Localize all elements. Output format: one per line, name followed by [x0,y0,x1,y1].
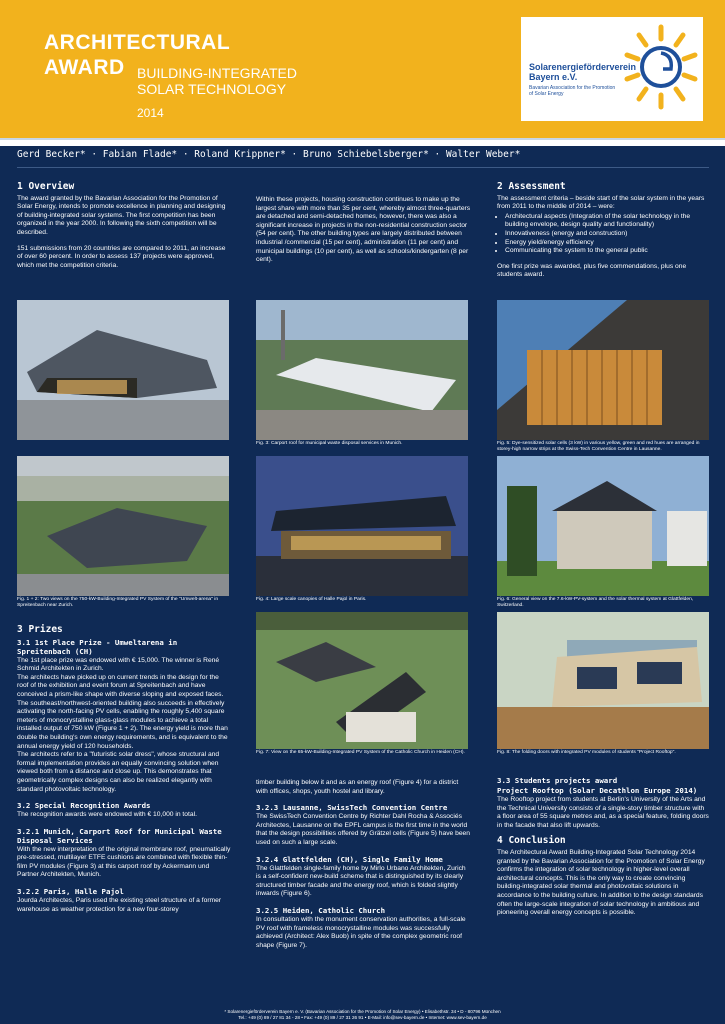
paris-paragraph: Jourda Architectes, Paris used the existing steel structure of a former warehouse as weather protection for a new four-storey [17,897,222,913]
heading-project-rooftop: Project Rooftop (Solar Decathlon Europe 2014) [497,786,698,795]
footer [0,1009,725,1020]
footer-line-1: * Solarenergieförderverein Bayern e. V. (Bavarian Association for the Promotion of Solar Energy) • Elisabethstr. 34 • D - 80796 München [224,1009,501,1014]
first-prize-paragraph-1: The 1st place prize was endowed with € 15,000. The winner is René Schmid Architekten in Zurich. [17,656,220,673]
caption-fig1-2: Fig. 1 + 2: Two views on the 750-kW-Building-Integrated PV System of the "Umwelt-arena" in Spreitenbach near Zurich. [17,597,219,608]
overview-paragraph-1: The award granted by the Bavarian Association for the Promotion of Solar Energy, intends to promote excellence in planning and designing of building-integrated solar systems. The first competition has been organized in the year 2000. In following the sixth competition will be described. [17,194,226,236]
logo-name [529,62,636,82]
logo-sub-line2: of Solar Energy [529,91,564,97]
photo-umweltarena-1 [17,300,229,440]
photo-halle-pajol [256,456,468,596]
special-paragraph: The recognition awards were endowed with € 10,000 in total. [17,811,197,819]
column-3-bottom [497,776,709,925]
photo-umweltarena-2 [17,456,229,596]
photo-project-rooftop [497,612,709,749]
photo-glattfelden [497,456,709,596]
students-paragraph: The Rooftop project from students at Berlin's University of the Arts and the Technical University consists of a single-story timber structure with a floor area of 55 square metres and, as a special feature, folding doors in the facade that also lift upwards. [497,796,709,829]
association-logo [521,17,703,121]
criteria-item: • Communicating the system to the general public [505,247,709,256]
authors-divider [17,167,709,168]
logo-name-line2: Bayern e.V. [529,72,578,82]
criteria-list [497,213,709,256]
heading-first-prize: 3.1 1st Place Prize - Umweltarena in Spreitenbach (CH) [17,637,178,656]
subtitle-line2: SOLAR TECHNOLOGY [137,81,287,97]
header-divider [0,140,725,146]
first-prize-paragraph-3: The architects refer to a "futuristic solar dress", whose structural and formal implementation provides an equally convincing solution when viewed both from a distance and close up. This demonstrates that geometrically complex designs can also be realized elegantly with standard photovoltaic technology. [17,751,220,793]
logo-name-line1: Solarenergieförderverein [529,62,637,72]
conclusion-paragraph: The Architectural Award Building-Integrated Solar Technology 2014 granted by the Bavarian Association for the Promotion of Solar Energy confirms the integration of solar technology in higher-level overall architectural concepts. This is the only way to create convincing building-integrated solar thermal and photovoltaic solutions in accordance to the building culture. In addition to the design standards often the large-scale integration of solar technology in ambitious and pioneering overall energy concepts is possible. [497,848,705,917]
criteria-item: • Architectural aspects (Integration of the solar technology in the building envelope, design quality and functionality) [505,213,709,230]
caption-fig8: Fig. 8: The folding doors with integrated PV modules of students "Project Rooftop". [497,750,676,755]
heading-assessment: 2 Assessment [497,181,566,192]
header-divider-thin [0,138,725,140]
caption-fig7: Fig. 7: View on the 65-kW-Building-Integrated PV System of the Catholic Church in Heiden (CH). [256,750,465,755]
overview-paragraph-3: Within these projects, housing construction continues to make up the largest share with more than 35 per cent, whereby almost three-quarters are detached and semi-detached homes, however, there was also a significant increase in projects in the non-residential construction sector (54 per cent). The other building types are largely distributed between industrial /commercial (15 per cent), administration (11 per cent) and municipal buildings (10 per cent), as well as schools/kindergarten (8 per cent). [256,196,471,264]
heading-overview: 1 Overview [17,181,75,192]
heading-glattfelden: 3.2.4 Glattfelden (CH), Single Family Home [256,854,443,864]
heading-lausanne: 3.2.3 Lausanne, SwissTech Convention Centre [256,803,448,813]
column-3-top [497,183,709,287]
year: 2014 [137,106,164,120]
heading-conclusion: 4 Conclusion [497,835,566,847]
heading-munich: 3.2.1 Munich, Carport Roof for Municipal Waste Disposal Services [17,826,222,845]
header-banner [0,0,725,140]
heading-special-recognition: 3.2 Special Recognition Awards [17,801,151,811]
paris-paragraph-continued: timber building below it and as an energy roof (Figure 4) for a district with offices, shops, youth hostel and library. [256,779,459,795]
caption-fig6: Fig. 6: General view on the 7.6-kW-PV-system and the solar thermal system at Glattfelden, Switzerland. [497,597,694,608]
photo-munich-carport [256,300,468,440]
column-1-bottom [17,626,232,921]
caption-fig4: Fig. 4: Large scale canopies of Halle Pajol in Paris. [256,597,367,602]
logo-sub-line1: Bavarian Association for the Promotion [529,85,616,91]
heading-prizes: 3 Prizes [17,624,63,635]
munich-paragraph: With the new interpretation of the original membrane roof, pneumatically pre-stressed, multilayer ETFE cushions are combined with flexible thin-film PV modules (Figure 3) at this carport roof by Ackermann und Partner Architekten, Munich. [17,845,231,879]
heading-heiden: 3.2.5 Heiden, Catholic Church [256,905,386,915]
column-1-top [17,183,232,277]
author-list: Gerd Becker* · Fabian Flade* · Roland Krippner* · Bruno Schiebelsberger* · Walter Weber* [17,149,521,160]
column-2-top [256,196,471,272]
first-prize-paragraph-2: The architects have picked up on current trends in the design for the roof of the exhibition and event forum at Spreitenbach and have conceived a prism-like shape with diverse sloping and exposed faces. The southeast/northwest-oriented building also succeeds in effectively activating the north-facing PV cells, enabling the roughly 5,400 square meters of monocrystalline glass-glass modules to achieve a total installed output of 750 kW (Figure 1 + 2). The energy yield is more than double the building's own energy requirements, and is equivalent to the annual energy yield of 120 households. [17,673,228,750]
assessment-paragraph-1: The assessment criteria – beside start of the solar system in the years from 2011 to the middle of 2014 – were: [497,194,705,211]
photo-swisstech [497,300,709,440]
title-line1: ARCHITECTURAL [44,31,231,54]
subtitle-line1: BUILDING-INTEGRATED [137,65,297,81]
title-line2: AWARD [44,56,125,79]
heading-paris: 3.2.2 Paris, Halle Pajol [17,887,124,897]
column-2-bottom [256,779,471,957]
criteria-item: • Innovativeness (energy and construction) [505,230,709,239]
heiden-paragraph: In consultation with the monument conservation authorities, a full-scale PV roof with frameless monocrystalline modules was successfully achieved (Architect: Alex Buob) in spite of the complex geometric roof shape (Figure 7). [256,915,466,949]
criteria-item: • Energy yield/energy efficiency [505,239,709,248]
footer-line-2: Tel.: +49 (0) 89 / 27 81 34 - 28 • Fax: +49 (0) 89 / 27 31 26 91 • E-Mail: info@sev-bayern.de • Internet: www.sev-bayern.de [238,1014,487,1020]
lausanne-paragraph: The SwissTech Convention Centre by Richter Dahl Rocha & Associés Architectes, Lausanne on the EPFL campus is the first time in the world that the design possibilities offered by Grätzel cells (Figure 5) have been used on such a large scale. [256,813,470,846]
assessment-paragraph-2: One first prize was awarded, plus five commendations, plus one students award. [497,262,687,279]
caption-fig5: Fig. 5: Dye-sensitized solar cells (3 kW) in various yellow, green and red hues are arranged in storey-high narrow strips at the Swiss-Tech Convention Centre in Lausanne. [497,441,700,452]
overview-paragraph-2: 151 submissions from 20 countries are compared to 2011, an increase of over 60 percent. In order to assess 137 projects were approved, which met the competition criteria. [17,244,226,269]
subtitle [137,65,297,97]
photo-heiden-church [256,612,468,749]
heading-students-award: 3.3 Students projects award [497,776,618,785]
logo-subtitle [529,85,615,97]
caption-fig3: Fig. 3: Carport roof for municipal waste disposal services in Munich. [256,441,403,446]
glattfelden-paragraph: The Glattfelden single-family home by Mirlo Urbano Architekten, Zurich is a self-confident new-build scheme that is distinguished by its clearly structured timber facade and the energy roof, which is folded slightly inwards (Figure 6). [256,864,466,898]
